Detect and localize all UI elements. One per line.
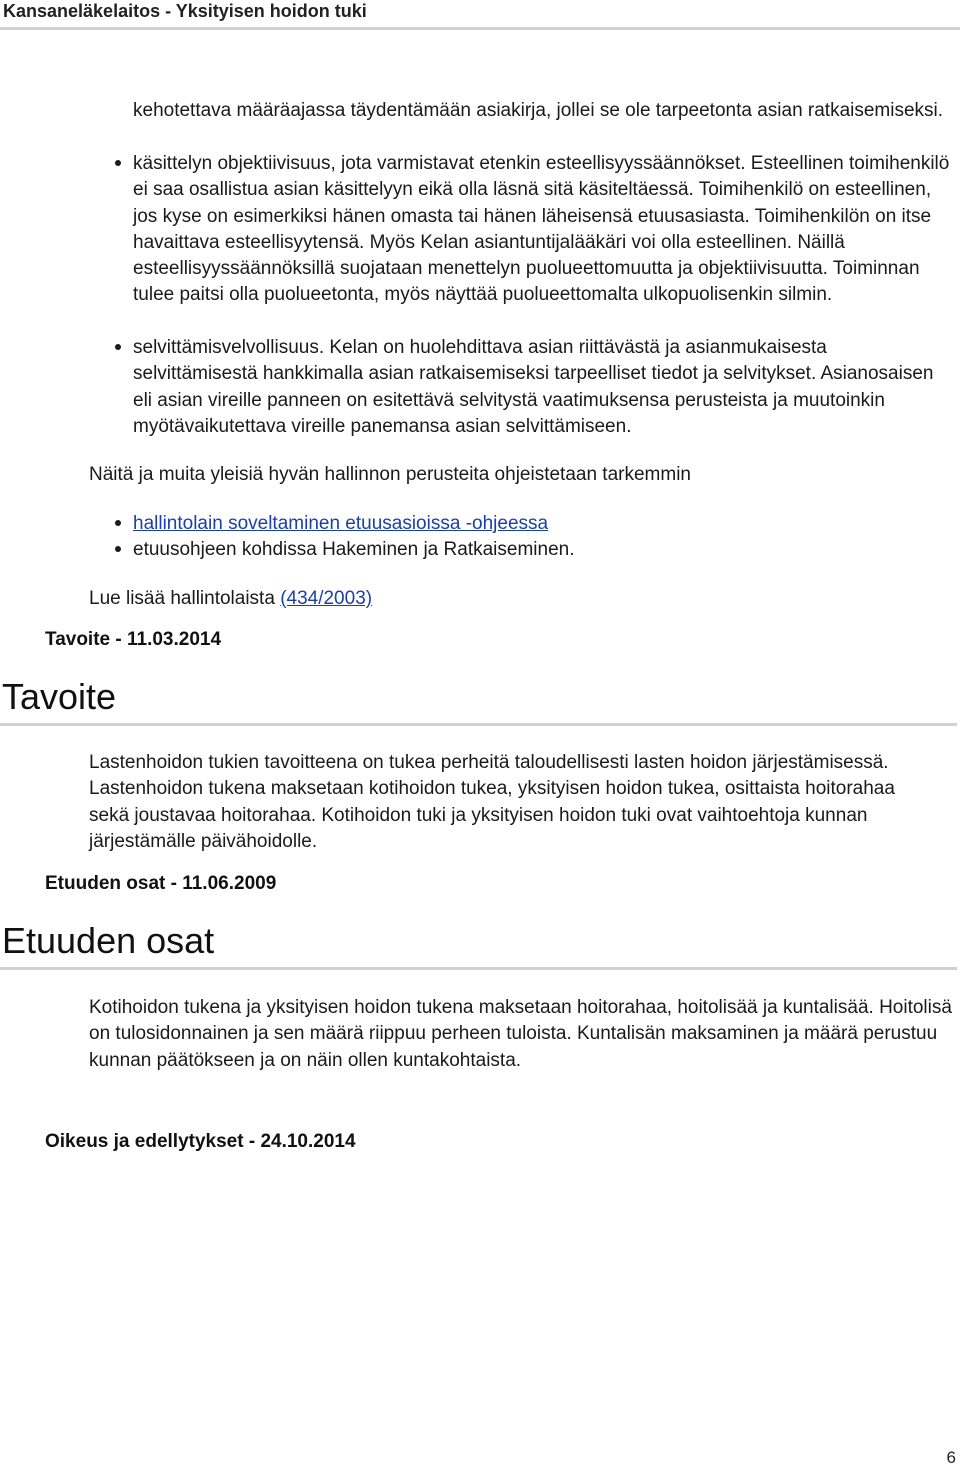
- section-date-heading: Etuuden osat - 11.06.2009: [45, 873, 277, 894]
- bullet-icon: [115, 160, 121, 166]
- intro-continuation: kehotettava määräajassa täydentämään asiakirja, jollei se ole tarpeetonta asian ratkaisemiseksi.: [133, 100, 944, 121]
- guidance-item: [133, 537, 955, 563]
- section-date-heading: Tavoite - 11.03.2014: [45, 629, 222, 650]
- read-more-text: Lue lisää hallintolaista: [89, 588, 281, 609]
- principle-item-objectivity: [133, 151, 955, 309]
- section-body: Kotihoidon tukena ja yksityisen hoidon tukena maksetaan hoitorahaa, hoitolisää ja kuntalisää. Hoitolisä on tulosidonnainen ja sen määrä riippuu perheen tuloista. Kuntalisän maksaminen ja määrä perustuu kunnan päätökseen ja on näin ollen kuntakohtaista.: [89, 997, 952, 1071]
- bullet-icon: [115, 546, 121, 552]
- principle-item-investigation: [133, 335, 955, 440]
- page-header: [0, 0, 960, 30]
- principle-text: käsittelyn objektiivisuus, jota varmistavat etenkin esteellisyyssäännökset. Esteellinen toimihenkilö ei saa osallistua asian käsittelyyn eikä olla läsnä sitä käsiteltäessä. Toimihenkilö on esteellinen, jos kyse on esimerkiksi hänen omasta tai hänen läheisensä etuusasiasta. Toimihenkilön on itse havaittava esteellisyytensä. Myös Kelan asiantuntijalääkäri voi olla esteellinen. Näillä esteellisyyssäännöksillä suojataan menettelyn puolueettomuutta ja objektiivisuutta. Toiminnan tulee paitsi olla puolueetonta, myös näyttää puolueettomalta ulkopuolisenkin silmin.: [133, 153, 950, 306]
- page-number: 6: [946, 1448, 956, 1467]
- header-title: Kansaneläkelaitos - Yksityisen hoidon tuki: [3, 1, 367, 21]
- section-heading: Tavoite: [2, 676, 117, 717]
- guidance-link-hallintolaki[interactable]: hallintolain soveltaminen etuusasioissa -ohjeessa: [133, 513, 549, 534]
- divider: [0, 967, 957, 970]
- guidance-text: etuusohjeen kohdissa Hakeminen ja Ratkaiseminen.: [133, 539, 575, 560]
- section-heading: Etuuden osat: [2, 920, 215, 961]
- principle-text: selvittämisvelvollisuus. Kelan on huolehdittava asian riittävästä ja asianmukaisesta selvittämisestä hankkimalla asian ratkaisemiseksi tarpeelliset tiedot ja selvitykset. Asianosaisen eli asian vireille panneen on esitettävä selvitystä vaatimuksensa perusteista ja muutoinkin myötävaikutettava vireille panemansa asian selvittämiseen.: [133, 337, 934, 437]
- bullet-icon: [115, 344, 121, 350]
- section-date-heading: Oikeus ja edellytykset - 24.10.2014: [45, 1131, 356, 1152]
- guidance-intro: Näitä ja muita yleisiä hyvän hallinnon perusteita ohjeistetaan tarkemmin: [89, 464, 691, 485]
- guidance-item: [133, 511, 955, 537]
- read-more-link[interactable]: (434/2003): [280, 588, 373, 609]
- read-more: [89, 586, 372, 612]
- divider: [0, 723, 957, 726]
- section-body: Lastenhoidon tukien tavoitteena on tukea perheitä taloudellisesti lasten hoidon järjestämisessä. Lastenhoidon tukena maksetaan kotihoidon tukea, yksityisen hoidon tukea, osittaista hoitorahaa sekä joustavaa hoitorahaa. Kotihoidon tuki ja yksityisen hoidon tuki ovat vaihtoehtoja kunnan järjestämälle päivähoidolle.: [89, 752, 895, 852]
- bullet-icon: [115, 520, 121, 526]
